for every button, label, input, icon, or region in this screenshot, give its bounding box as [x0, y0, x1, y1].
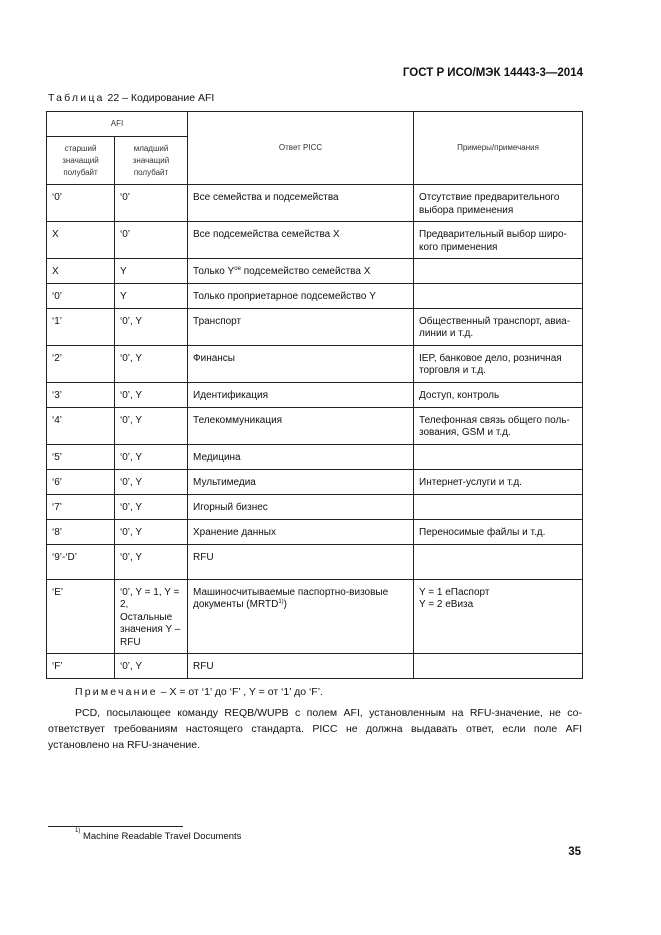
low-cell: ‘0’, Y — [115, 469, 188, 494]
example-cell — [414, 494, 583, 519]
high-cell: ‘8’ — [47, 519, 115, 544]
response-cell: Транспорт — [188, 308, 414, 345]
footnote-divider — [48, 826, 183, 827]
table-row — [47, 382, 583, 407]
high-cell: ‘E’ — [47, 579, 115, 654]
note-text: – X = от ‘1’ до ‘F’ , Y = от ‘1’ до ‘F’. — [157, 686, 323, 698]
high-cell: X — [47, 259, 115, 284]
caption-word: Таблица — [48, 92, 105, 104]
table-row — [47, 654, 583, 679]
table-row — [47, 284, 583, 309]
example-cell — [414, 544, 583, 579]
response-cell: Хранение данных — [188, 519, 414, 544]
high-cell: ‘4’ — [47, 407, 115, 444]
low-cell: Y — [115, 259, 188, 284]
example-cell: Отсутствие предварительного выбора применения — [414, 185, 583, 222]
example-cell — [414, 259, 583, 284]
high-cell: ‘6’ — [47, 469, 115, 494]
low-cell: ‘0’, Y = 1, Y = 2, Остальные значения Y – RFU — [115, 579, 188, 654]
example-cell: Телефонная связь общего поль-зования, GSM и т.д. — [414, 407, 583, 444]
response-cell: Идентификация — [188, 382, 414, 407]
high-cell: ‘2’ — [47, 345, 115, 382]
low-cell: ‘0’, Y — [115, 382, 188, 407]
example-cell — [414, 444, 583, 469]
footnote-mark: 1) — [75, 828, 81, 834]
response-cell: Игорный бизнес — [188, 494, 414, 519]
low-cell: ‘0’, Y — [115, 407, 188, 444]
caption-rest: 22 – Кодирование AFI — [104, 92, 215, 104]
table-row — [47, 259, 583, 284]
high-cell: ‘9’-‘D’ — [47, 544, 115, 579]
table-row — [47, 494, 583, 519]
note-label: Примечание — [75, 686, 158, 698]
table-row — [47, 185, 583, 222]
high-cell: X — [47, 222, 115, 259]
low-nibble-header: младший значащий полубайт — [115, 137, 188, 185]
example-cell: IEP, банковое дело, розничная торговля и т.д. — [414, 345, 583, 382]
footnote — [75, 828, 242, 842]
low-cell: ‘0’ — [115, 222, 188, 259]
response-cell: Только $Y^{ое}$ подсемейство семейства X — [188, 259, 414, 284]
table-row — [47, 519, 583, 544]
response-cell: Машиносчитываемые паспортно-визовые документы (MRTD$^{1)}$) — [188, 579, 414, 654]
low-cell: ‘0’, Y — [115, 654, 188, 679]
high-cell: ‘1’ — [47, 308, 115, 345]
afi-coding-table — [46, 111, 583, 679]
body-paragraph: PCD, посылающее команду REQB/WUPB с полем AFI, установленным на RFU-значение, не со-ответствует требованиям настоящего стандарта. PICC не должна выдавать ответ, если поле AFI установлено на RFU-значение. — [48, 707, 582, 751]
example-cell — [414, 284, 583, 309]
example-cell — [414, 654, 583, 679]
high-cell: ‘7’ — [47, 494, 115, 519]
response-cell: Медицина — [188, 444, 414, 469]
afi-group-header: AFI — [47, 112, 188, 137]
table-row — [47, 222, 583, 259]
table-row — [47, 579, 583, 654]
example-cell: Доступ, контроль — [414, 382, 583, 407]
table-caption — [48, 92, 214, 104]
response-cell: Телекоммуникация — [188, 407, 414, 444]
page-number: 35 — [568, 846, 581, 858]
example-cell: Интернет-услуги и т.д. — [414, 469, 583, 494]
example-cell: Общественный транспорт, авиа-линии и т.д. — [414, 308, 583, 345]
response-cell: Все семейства и подсемейства — [188, 185, 414, 222]
response-cell: RFU — [188, 654, 414, 679]
example-cell: Предварительный выбор широ-кого применения — [414, 222, 583, 259]
high-cell: ‘3’ — [47, 382, 115, 407]
low-cell: ‘0’, Y — [115, 544, 188, 579]
low-cell: ‘0’, Y — [115, 444, 188, 469]
example-cell: Переносимые файлы и т.д. — [414, 519, 583, 544]
response-cell: Финансы — [188, 345, 414, 382]
examples-column-header: Примеры/примечания — [414, 112, 583, 185]
example-cell: Y = 1 еПаспорт Y = 2 еВиза — [414, 579, 583, 654]
low-cell: ‘0’ — [115, 185, 188, 222]
high-cell: ‘F’ — [47, 654, 115, 679]
footnote-text: Machine Readable Travel Documents — [80, 831, 242, 842]
high-nibble-header: старший значащий полубайт — [47, 137, 115, 185]
response-cell: RFU — [188, 544, 414, 579]
high-cell: ‘0’ — [47, 284, 115, 309]
low-cell: ‘0’, Y — [115, 494, 188, 519]
table-row — [47, 308, 583, 345]
low-cell: ‘0’, Y — [115, 519, 188, 544]
response-column-header: Ответ PICC — [188, 112, 414, 185]
table-row — [47, 469, 583, 494]
response-cell: Только проприетарное подсемейство Y — [188, 284, 414, 309]
table-note — [75, 686, 323, 698]
table-row — [47, 444, 583, 469]
low-cell: Y — [115, 284, 188, 309]
response-cell: Мультимедиа — [188, 469, 414, 494]
high-cell: ‘0’ — [47, 185, 115, 222]
low-cell: ‘0’, Y — [115, 345, 188, 382]
low-cell: ‘0’, Y — [115, 308, 188, 345]
high-cell: ‘5’ — [47, 444, 115, 469]
table-row — [47, 345, 583, 382]
standard-designation: ГОСТ Р ИСО/МЭК 14443-3—2014 — [402, 67, 583, 79]
table-row — [47, 544, 583, 579]
table-row — [47, 407, 583, 444]
response-cell: Все подсемейства семейства X — [188, 222, 414, 259]
